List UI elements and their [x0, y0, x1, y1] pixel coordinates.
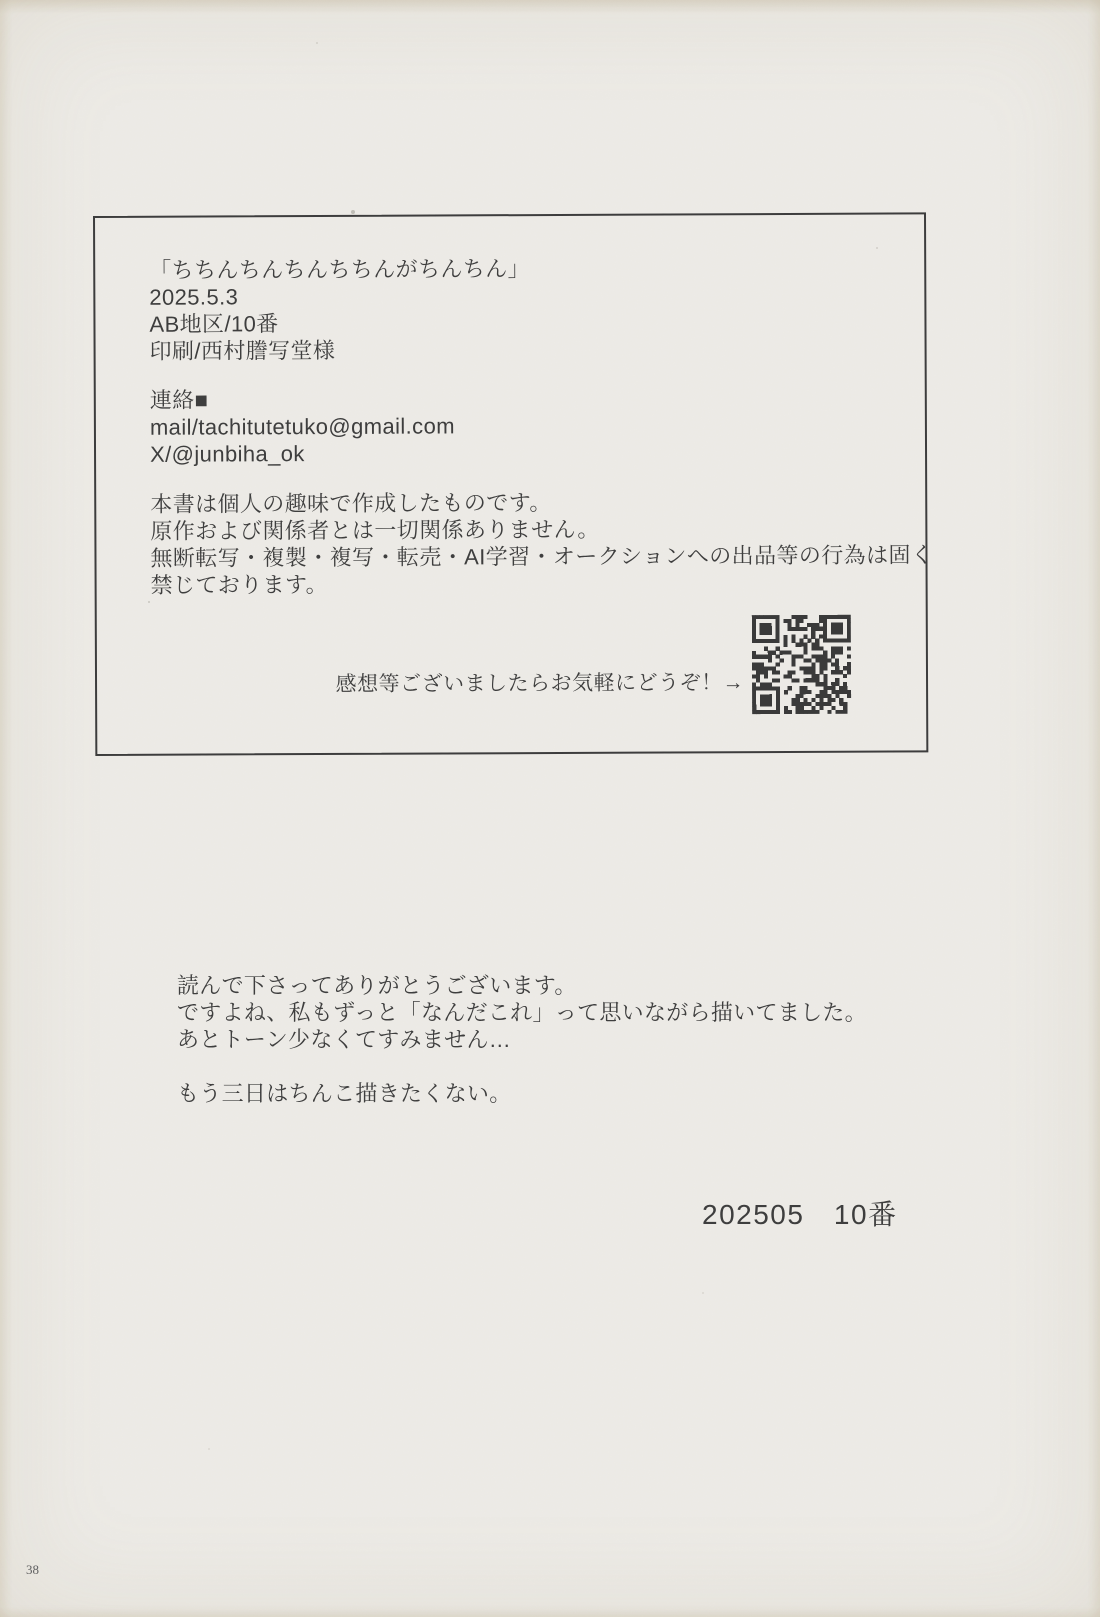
colophon-box	[93, 212, 934, 756]
disclaimer-line: 禁じております。	[150, 571, 329, 598]
disclaimer-line: 原作および関係者とは一切関係ありません。	[150, 516, 600, 544]
qr-code-icon	[752, 615, 851, 714]
contact-x-account: X/@junbiha_ok	[149, 441, 305, 467]
event-space: AB地区/10番	[149, 311, 279, 337]
afterword-closing: もう三日はちんこ描きたくない。	[177, 1081, 512, 1106]
contact-label: 連絡■	[149, 387, 209, 413]
feedback-prompt: 感想等ございましたらお気軽にどうぞ！→	[335, 671, 745, 696]
afterword-block	[177, 972, 867, 1107]
issue-code: 202505 10番	[702, 1199, 898, 1230]
afterword-line: ですよね、私もずっと「なんだこれ」って思いながら描いてました。	[177, 1000, 867, 1025]
page-number: 38	[26, 1562, 39, 1577]
disclaimer-line: 本書は個人の趣味で作成したものです。	[150, 490, 552, 517]
printer-credit: 印刷/西村謄写堂様	[149, 337, 336, 364]
disclaimer-line: 無断転写・複製・複写・転売・AI学習・オークションへの出品等の行為は固く	[150, 542, 934, 571]
doujin-title: 「ちちんちんちんちちんがちんちん」	[149, 256, 531, 283]
contact-mail: mail/tachitutetuko@gmail.com	[149, 413, 455, 440]
colophon-text-block	[149, 253, 933, 598]
afterword-line: 読んで下さってありがとうございます。	[177, 973, 577, 998]
afterword-line: あとトーン少なくてすみません…	[177, 1027, 512, 1052]
publish-date: 2025.5.3	[149, 284, 239, 310]
